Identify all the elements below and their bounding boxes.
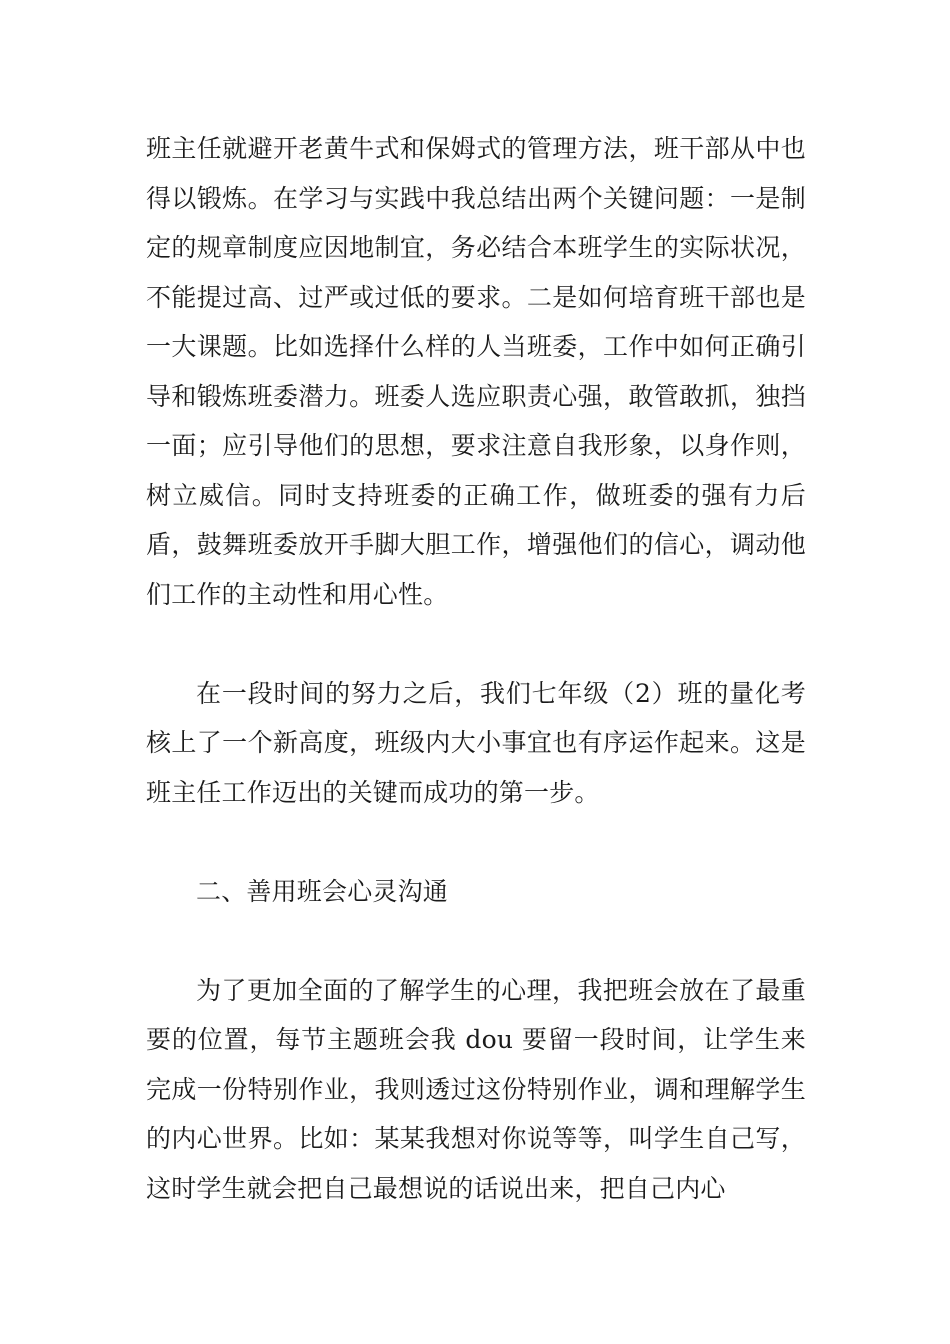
section-heading: 二、善用班会心灵沟通 <box>196 876 449 906</box>
paragraph-progress: 在一段时间的努力之后，我们七年级（2）班的量化考核上了一个新高度，班级内大小事宜也有序运作起来。这是班主任工作迈出的关键而成功的第一步。 <box>146 678 806 807</box>
paragraph-class-cadre: 班主任就避开老黄牛式和保姆式的管理方法，班干部从中也得以锻炼。在学习与实践中我总结出两个关键问题：一是制定的规章制度应因地制宜，务必结合本班学生的实际状况，不能提过高、过严或过低的要求。二是如何培育班干部也是一大课题。比如选择什么样的人当班委，工作中如何正确引导和锻炼班委潜力。班委人选应职责心强，敢管敢抓，独挡一面；应引导他们的思想，要求注意自我形象，以身作则，树立威信。同时支持班委的正确工作，做班委的强有力后盾，鼓舞班委放开手脚大胆工作，增强他们的信心，调动他们工作的主动性和用心性。 <box>146 134 806 609</box>
paragraph-spacer <box>146 619 806 669</box>
paragraph-spacer <box>146 916 806 966</box>
paragraph-spacer <box>146 817 806 867</box>
document-body <box>146 124 806 1213</box>
paragraph-class-meeting: 为了更加全面的了解学生的心理，我把班会放在了最重要的位置，每节主题班会我 dou 要留一段时间，让学生来完成一份特别作业，我则透过这份特别作业，调和理解学生的内心世界。比如：某某我想对你说等等，叫学生自己写，这时学生就会把自己最想说的话说出来，把自己内心 <box>146 975 806 1203</box>
